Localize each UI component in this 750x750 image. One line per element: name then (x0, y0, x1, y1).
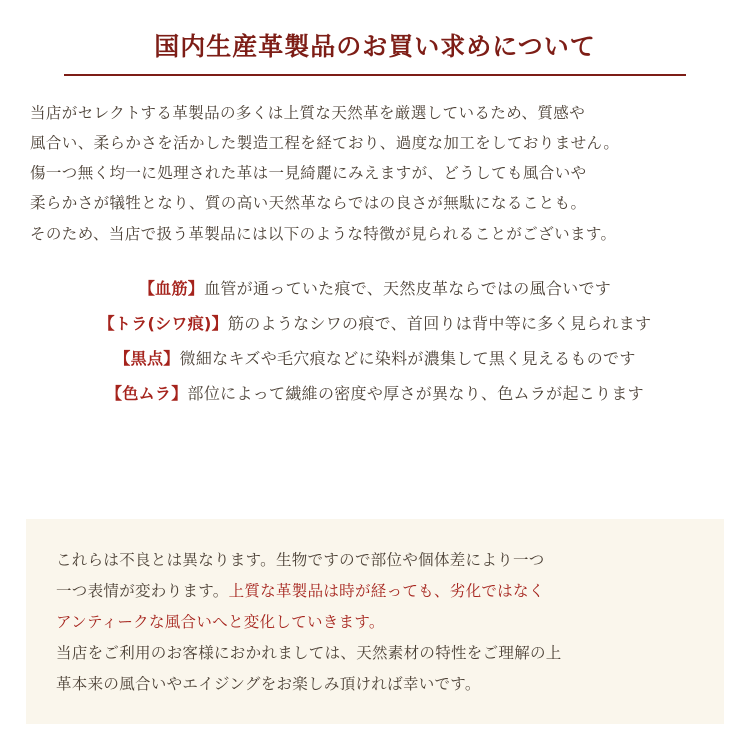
page-title: 国内生産革製品のお買い求めについて (64, 30, 686, 76)
title-section (0, 0, 750, 76)
note-line: 当店をご利用のお客様におかれましては、天然素材の特性をご理解の上 (56, 644, 562, 662)
note-highlight: アンティークな風合いへと変化していきます。 (56, 613, 385, 631)
note-line (56, 576, 694, 607)
feature-tag: 【トラ(シワ痕)】 (98, 314, 228, 334)
feature-item (30, 306, 720, 341)
feature-text: 筋のようなシワの痕で、首回りは背中等に多く見られます (227, 314, 652, 334)
feature-text: 微細なキズや毛穴痕などに染料が濃集して黒く見えるものです (179, 349, 636, 369)
intro-line: 風合い、柔らかさを活かした製造工程を経ており、過度な加工をしておりません。 (30, 133, 620, 152)
intro-line: 柔らかさが犠牲となり、質の高い天然革ならではの良さが無駄になることも。 (30, 194, 587, 213)
note-text: 一つ表情が変わります。 (56, 582, 229, 600)
intro-line: 傷一つ無く均一に処理された革は一見綺麗にみえますが、どうしても風合いや (30, 164, 587, 183)
feature-text: 血管が通っていた痕で、天然皮革ならではの風合いです (204, 278, 612, 298)
note-line: これらは不良とは異なります。生物ですので部位や個体差により一つ (56, 551, 545, 569)
note-line (56, 607, 694, 638)
feature-tag: 【色ムラ】 (106, 384, 188, 404)
note-box (26, 519, 724, 724)
feature-list (30, 271, 720, 412)
note-highlight: 劣化ではなく (449, 582, 545, 600)
intro-line: 当店がセレクトする革製品の多くは上質な天然革を厳選しているため、質感や (30, 103, 586, 122)
feature-item (30, 376, 720, 411)
note-line: 革本来の風合いやエイジングをお楽しみ頂ければ幸いです。 (56, 675, 481, 693)
intro-paragraph (30, 98, 720, 249)
note-highlight: 上質な革製品は時が経っても、 (228, 582, 450, 600)
feature-tag: 【血筋】 (138, 278, 205, 298)
feature-item (30, 341, 720, 376)
feature-text: 部位によって繊維の密度や厚さが異なり、色ムラが起こります (187, 384, 644, 404)
feature-item (30, 271, 720, 306)
intro-line: そのため、当店で扱う革製品には以下のような特徴が見られることがございます。 (30, 224, 617, 243)
feature-tag: 【黒点】 (114, 349, 180, 369)
